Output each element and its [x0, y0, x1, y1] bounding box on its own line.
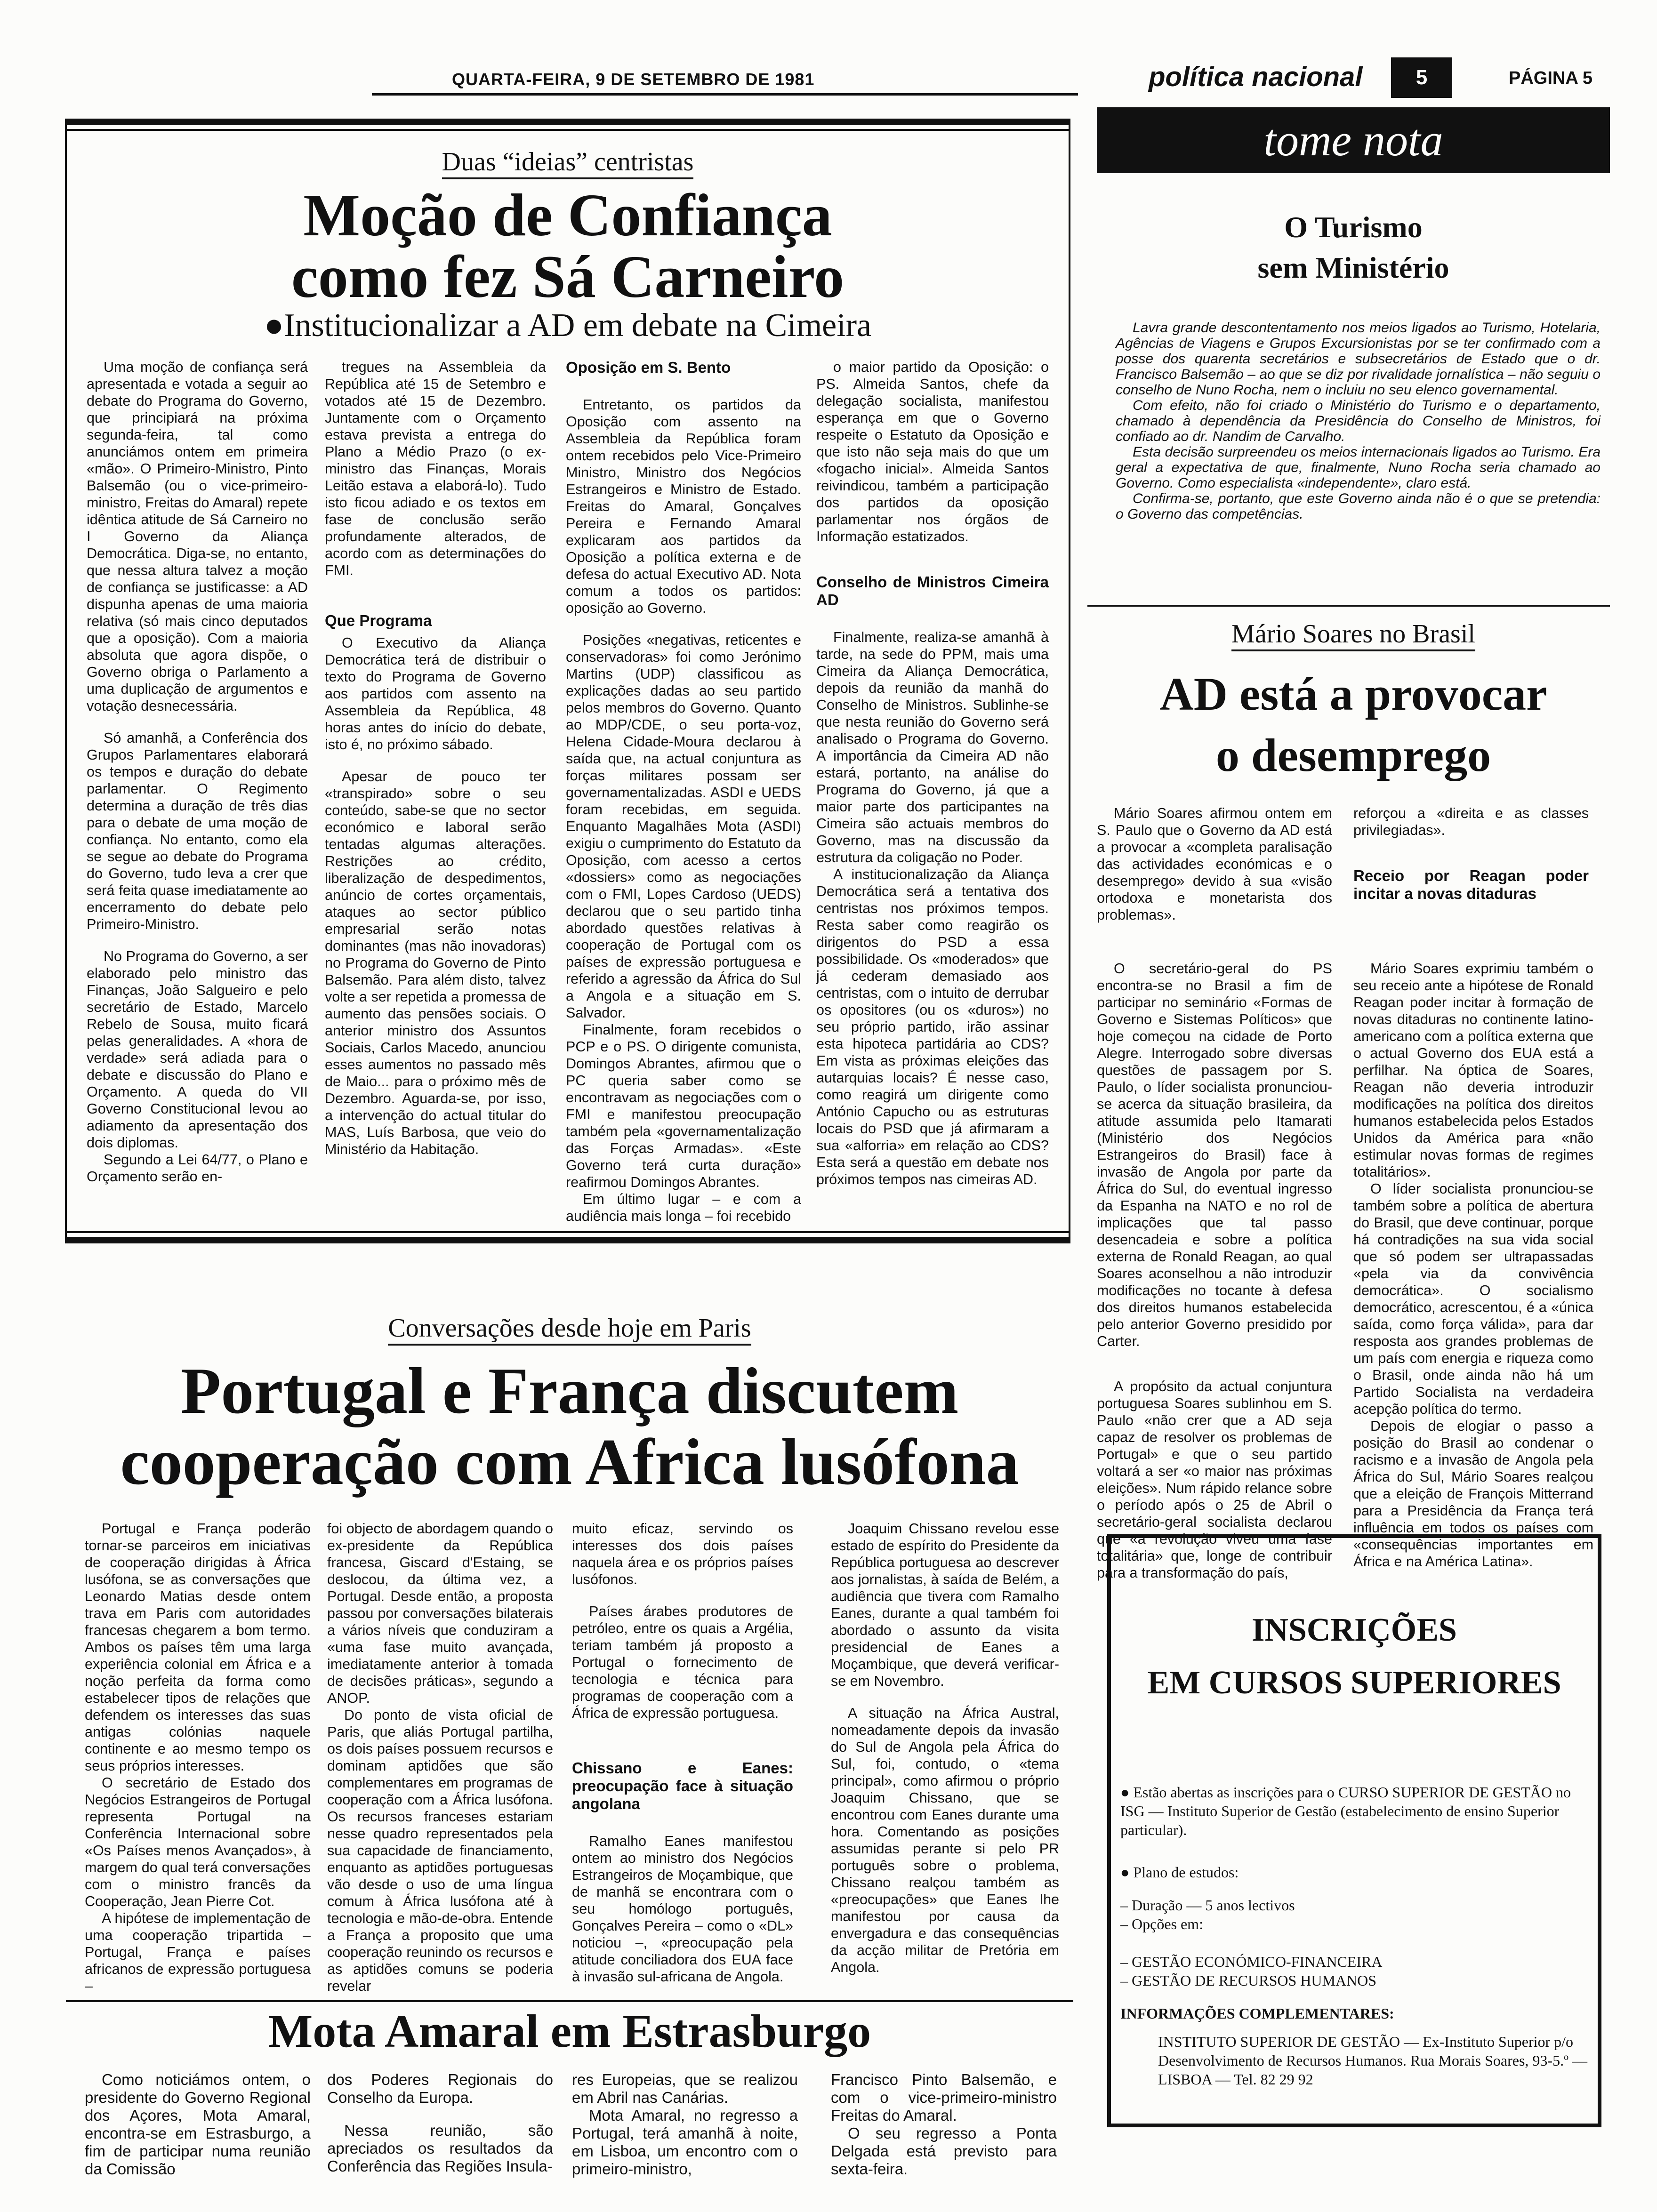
ad-title-line1: INSCRIÇÕES [1252, 1612, 1457, 1648]
article1-col4-p1: o maior partido da Oposição: o PS. Almeida Santos, chefe da delegação socialista, manifestou esperança em que o Governo respeite o Estatuto da Oposição e que isto não seja mais do que um «fogacho inicial». Almeida Santos reivindicou, também a participação dos partidos da oposição parlamentar nos órgãos de Informação estatizados. [816, 359, 1049, 545]
article1-col1-p1: Uma moção de confiança será apresentada e votada a seguir ao debate do Programa do Governo, que principiará na próxima segunda-feira, tal como anunciámos ontem em primeira «mão». O Primeiro-Ministro, Pinto Balsemão (ou o vice-primeiro-ministro, Freitas do Amaral) repete idêntica atitude de Sá Carneiro no I Governo da Aliança Democrática. Diga-se, no entanto, que nessa altura talvez a moção de confiança se justificasse: a AD dispunha apenas de uma maioria relativa (só mais cinco deputados que a oposição). Com a maioria absoluta que agora dispõe, o Governo obriga o Parlamento a uma duplicação de argumentos e votação desnecessária. [87, 359, 308, 714]
article1-col3-heading: Oposição em S. Bento [566, 359, 731, 376]
article2-kicker: Conversações desde hoje em Paris [66, 1313, 1073, 1343]
article1-headline [67, 182, 1069, 310]
tome-nota-title-line2: sem Ministério [1257, 251, 1449, 285]
article3-col2-p2: Nessa reunião, são apreciados os resultados da Conferência das Regiões Insula- [327, 2122, 553, 2175]
tome-nota-body [1116, 320, 1601, 522]
article2-col3-p3: Ramalho Eanes manifestou ontem ao ministro dos Negócios Estrangeiros de Moçambique, que de manhã se encontrara com o seu homólogo português, Gonçalves Pereira – como o «DL» noticiou –, «preocupação pela atitude conciliadora dos EUA face à invasão sul-africana de Angola. [572, 1833, 793, 1985]
section-title: política nacional [1149, 62, 1363, 92]
article2-col4 [831, 1520, 1059, 1976]
soares-lead-right [1353, 805, 1589, 907]
article1-box [65, 119, 1070, 1243]
tome-nota-banner: tome nota [1097, 107, 1610, 173]
header-rule [372, 93, 1078, 96]
ad-plan-label: ● Plano de estudos: [1120, 1864, 1239, 1881]
tome-nota-title-line1: O Turismo [1284, 210, 1423, 244]
tome-nota-p4: Confirma-se, portanto, que este Governo ainda não é o que se pretendia: o Governo das competências. [1116, 491, 1601, 522]
soares-right-heading: Receio por Reagan poder incitar a novas ditaduras [1353, 867, 1589, 902]
ad-intro: ● Estão abertas as inscrições para o CURSO SUPERIOR DE GESTÃO no ISG — Instituto Superior de Gestão (estabelecimento de ensino Superior particular). [1120, 1784, 1571, 1838]
soares-col1-p1: O secretário-geral do PS encontra-se no Brasil a fim de participar no seminário «Formas de Governo e Sistemas Políticos» que hoje começou na cidade de Porto Alegre. Interrogado sobre diversas questões de passagem por S. Paulo, o líder socialista pronunciou-se acerca da situação brasileira, da atitude assumida pelo Itamarati (Ministério dos Negócios Estrangeiros do Brasil) face à invasão de Angola por parte da África do Sul, do eventual ingresso da Espanha na NATO e no rol de implicações que tal passo desencadeia e sobre a política externa de Ronald Reagan, ao qual Soares aconselhou a não introduzir modificações no tocante à defesa dos direitos humanos estabelecida pelo anterior Governo presidido por Carter. [1097, 961, 1332, 1349]
article1-bottom-rule-thin [67, 1231, 1069, 1233]
article2-col1-p2: O secretário de Estado dos Negócios Estrangeiros de Portugal representa Portugal na Conferência Internacional sobre «Os Países menos Avançados», à margem do qual terá conversações com o ministro francês da Cooperação, Jean Pierre Cot. [85, 1775, 311, 1909]
soares-col2-p1: Mário Soares exprimiu também o seu receio ante a hipótese de Ronald Reagan poder incitar à formação de novas ditaduras no continente latino-americano com a política externa que o actual Governo dos EUA está a perfilhar. Na óptica de Soares, Reagan não deveria introduzir modificações na política dos direitos humanos estabelecida pelos Estados Unidos da América para «não estimular novas formas de regimes totalitários». [1353, 961, 1593, 1180]
article3-col2-p1: dos Poderes Regionais do Conselho da Europa. [327, 2071, 553, 2106]
article1-col3-p4: Em último lugar – e com a audiência mais longa – foi recebido [566, 1191, 801, 1224]
article2-headline [66, 1355, 1073, 1498]
ad-duration: – Duração — 5 anos lectivos [1120, 1897, 1295, 1914]
article2-col2-p2: Do ponto de vista oficial de Paris, que aliás Portugal partilha, os dois países possuem recursos e dominam aptidões que são complementares em programas de cooperação com a África lusófona. Os recursos franceses estariam nesse quadro representados pela sua capacidade de financiamento, enquanto as aptidões portuguesas vão desde o uso de uma língua comum à África lusófona até à tecnologia e mão-de-obra. Entende a França a proposito que uma cooperação reunindo os recursos e as aptidões comuns se poderia revelar [327, 1707, 553, 1994]
article1-col3-p2: Posições «negativas, reticentes e conservadoras» foi como Jerónimo Martins (UDP) classificou as explicações dadas ao seu partido pelos membros do Governo. Quanto ao MDP/CDE, o seu porta-voz, Helena Cidade-Moura declarou à saída que, na actual conjuntura as forças militares possam ser governamentalizadas. ASDI e UEDS foram recebidas, em seguida. Enquanto Magalhães Mota (ASDI) exigiu o cumprimento do Estatuto da Oposição, com acesso a certos «dossiers» como as negociações com o FMI, Lopes Cardoso (UEDS) declarou que o seu partido tinha abordado questões relativas à cooperação de Portugal com os países de expressão portuguesa e referido a agressão da África do Sul a Angola e a situação em S. Salvador. [566, 632, 801, 1021]
article2-col1-p1: Portugal e França poderão tornar-se parceiros em iniciativas de cooperação dirigidas à África lusófona, se as conversações que Leonardo Matias desde ontem trava em Paris com autoridades francesas chegarem a bom termo. Ambos os países têm uma larga experiência colonial em África e a noção perfeita da forma como estabelecer tipos de relações que defendem os interesses das suas antigas colónias naquele continente e ao mesmo tempo os seus próprios interesses. [85, 1521, 311, 1774]
article2-headline-line1: Portugal e França discutem [180, 1354, 959, 1427]
article1-col4-p2: Finalmente, realiza-se amanhã à tarde, na sede do PPM, mais uma Cimeira da Aliança Democrática, depois da reunião da manhã do Conselho de Ministros. Sublinhe-se que nesta reunião do Governo será analisado o Programa do Governo. A importância da Cimeira AD não estará, portanto, na análise do Programa do Governo, já que a maior parte dos participantes na Cimeira são actuais membros do Governo, mas na discussão da estrutura da coligação no Poder. [816, 629, 1049, 866]
article2-headline-line2: cooperação com Africa lusófona [120, 1426, 1019, 1499]
soares-col1-p2: A propósito da actual conjuntura portuguesa Soares sublinhou em S. Paulo «não crer que a AD seja capaz de resolver os problemas de Portugal» e que o seu partido voltará a ser «o maior nas próximas eleições». Num rápido relance sobre o período após o 25 de Abril o secretário-geral socialista declarou que «a revolução viveu uma fase totalitária» que, longe de contribuir para a transformação do país, [1097, 1378, 1332, 1581]
article2-col4-p2: A situação na África Austral, nomeadamente depois da invasão do Sul de Angola pela África do Sul, foi, contudo, o «tema principal», como afirmou o próprio Joaquim Chissano, que se encontrou com Eanes durante uma hora. Comentando as posições assumidas perante si pelo PR português sobre o problema, Chissano realçou também as «preocupações» que Eanes lhe manifestou por causa da envergadura e das consequências da acção militar de Pretória em Angola. [831, 1705, 1059, 1975]
tome-nota-title [1097, 207, 1610, 289]
article1-top-rule [67, 119, 1069, 125]
article1-col1 [87, 359, 308, 1185]
soares-lead-right-p: reforçou a «direita e as classes privilegiadas». [1353, 805, 1589, 838]
tome-nota-p1: Lavra grande descontentamento nos meios ligados ao Turismo, Hotelaria, Agências de Viagens e Grupos Excursionistas por se ter confirmado com a posse dos quarenta secretários e subsecretários de Estado que o dr. Francisco Balsemão – ao que se diz por rivalidade jornalística – não seguiu o conselho de Nuno Rocha, nem o incluiu no seu elenco governamental. [1116, 320, 1601, 398]
article3-col4-p2: O seu regresso a Ponta Delgada está previsto para sexta-feira. [831, 2124, 1057, 2178]
tome-nota-p2: Com efeito, não foi criado o Ministério do Turismo e o departamento, chamado à dependência da Presidência do Conselho de Ministros, foi confiado ao dr. Nandim de Carvalho. [1116, 398, 1601, 444]
article2-col3-p1: muito eficaz, servindo os interesses dos dois países naquela área e os próprios países lusófonos. [572, 1521, 793, 1587]
article1-col2 [325, 359, 546, 1158]
soares-col2 [1353, 960, 1593, 1570]
article3-col2 [327, 2071, 553, 2175]
article1-subhead: ●Institucionalizar a AD em debate na Cimeira [264, 307, 872, 344]
article3-headline: Mota Amaral em Estrasburgo [268, 2005, 871, 2057]
article1-top-rule-thin [67, 129, 1069, 131]
article1-bottom-rule [67, 1237, 1069, 1243]
article1-col4-p3: A institucionalização da Aliança Democrática será a tentativa dos centristas nos próximos tempos. Resta saber como reagirão os dirigentos do PSD a essa possibilidade. Os «moderados» que já cederam demasiado aos centristas, com o intuito de derrubar os opositores (ou os «duros») no seu próprio partido, irão assinar esta hipoteca partidária ao CDS? Em vista as próximas eleições das autarquias locais? É nesse caso, como reagirá um dirigente como António Capucho ou as estruturas locais do PSD que já afirmaram a sua «alforria» em relação ao CDS? Esta será a questão em debate nos próximos tempos nas cimeiras AD. [816, 866, 1049, 1187]
soares-col1 [1097, 960, 1332, 1581]
soares-lead-left [1097, 805, 1332, 923]
article1-col2-heading: Que Programa [325, 612, 432, 629]
article3-col4 [831, 2071, 1057, 2178]
ad-title [1111, 1604, 1598, 1709]
article2-col2 [327, 1520, 553, 1995]
article1-col3-p1: Entretanto, os partidos da Oposição com assento na Assembleia da República foram ontem recebidos pelo Vice-Primeiro Ministro, Ministro dos Negócios Estrangeiros e Ministro de Estado. Freitas do Amaral, Gonçalves Pereira e Fernando Amaral explicaram aos partidos da Oposição a política externa e de defesa do actual Executivo AD. Nota comum a todos os partidos: oposição ao Governo. [566, 397, 801, 616]
soares-lead-left-p: Mário Soares afirmou ontem em S. Paulo que o Governo da AD está a provocar a «completa paralisação das actividades económicas e o desemprego» devido à sua «visão ortodoxa e monetarista dos problemas». [1097, 805, 1332, 923]
article1-col1-p2: Só amanhã, a Conferência dos Grupos Parlamentares elaborará os tempos e duração do debate parlamentar. O Regimento determina a duração de três dias para o debate de uma moção de confiança. No entanto, como ela se segue ao debate do Programa do Governo, tudo leva a crer que será feita quase imediatamente ao encerramento do debate pelo Primeiro-Ministro. [87, 730, 308, 932]
tome-nota-divider [1087, 605, 1610, 607]
ad-options-label: – Opções em: [1120, 1915, 1203, 1932]
soares-headline [1097, 664, 1610, 786]
issue-date: QUARTA-FEIRA, 9 DE SETEMBRO DE 1981 [452, 70, 815, 89]
ad-body [1120, 1783, 1591, 2089]
article1-col1-p4: Segundo a Lei 64/77, o Plano e Orçamento serão en- [87, 1152, 308, 1185]
article3-col3-p1: res Europeias, que se realizou em Abril nas Canárias. [572, 2071, 798, 2106]
section-logo: 5 [1391, 57, 1452, 98]
ad-option-1: – GESTÃO ECONÓMICO-FINANCEIRA [1120, 1953, 1383, 1970]
ad-option-2: – GESTÃO DE RECURSOS HUMANOS [1120, 1972, 1377, 1989]
article3-col1-p: Como noticiámos ontem, o presidente do Governo Regional dos Açores, Mota Amaral, encontra-se em Estrasburgo, a fim de participar numa reunião da Comissão [85, 2071, 311, 2178]
article2-col1-p3: A hipótese de implementação de uma cooperação tripartida – Portugal, França e países africanos de expressão portuguesa – [85, 1910, 311, 1994]
article3-col1 [85, 2071, 311, 2178]
article2-col3-p2: Países árabes produtores de petróleo, entre os quais a Argélia, teriam também já proposto a Portugal o fornecimento de tecnologia e técnica para programas de cooperação com a África de expressão portuguesa. [572, 1603, 793, 1721]
soares-headline-line1: AD está a provocar [1159, 668, 1547, 720]
ad-contact: INSTITUTO SUPERIOR DE GESTÃO — Ex-Instituto Superior p/o Desenvolvimento de Recursos Humanos. Rua Morais Soares, 93-5.º — LISBOA — Tel. 82 29 92 [1158, 2033, 1587, 2088]
soares-headline-line2: o desemprego [1215, 729, 1491, 781]
article1-kicker: Duas “ideias” centristas [67, 147, 1069, 177]
ad-inscricoes-box [1107, 1534, 1601, 2127]
article1-col3 [566, 359, 801, 1225]
article1-headline-line1: Moção de Confiança [303, 182, 832, 248]
tome-nota-p3: Esta decisão surpreendeu os meios internacionais ligados ao Turismo. Era geral a expectativa de que, finalmente, Nuno Rocha seria chamado ao Governo. Como especialista «independente», claro está. [1116, 444, 1601, 491]
article3-col3-p2: Mota Amaral, no regresso a Portugal, terá amanhã à noite, em Lisboa, um encontro com o primeiro-ministro, [572, 2107, 798, 2178]
article3-col4-p1: Francisco Pinto Balsemão, e com o vice-primeiro-ministro Freitas do Amaral. [831, 2071, 1057, 2124]
article2-col4-p1: Joaquim Chissano revelou esse estado de espírito do Presidente da República portuguesa ao descrever aos jornalistas, à saída de Belém, a audiência que tivera com Ramalho Eanes, durante a qual também foi abordado o assunto da visita presidencial de Eanes a Moçambique, que deverá verificar-se em Novembro. [831, 1521, 1059, 1689]
soares-kicker: Mário Soares no Brasil [1097, 619, 1610, 649]
article1-col1-p3: No Programa do Governo, a ser elaborado pelo ministro das Finanças, João Salgueiro e pelo secretário de Estado, Marcelo Rebelo de Sousa, muito ficará pelas generalidades. A «hora de verdade» será adiada para o debate e discussão do Plano e Orçamento. A queda do VII Governo Constitucional levou ao adiamento da apresentação dos dois diplomas. [87, 948, 308, 1151]
article3-top-rule [66, 2000, 1073, 2002]
article1-col4 [816, 359, 1049, 1188]
article2-col3-heading: Chissano e Eanes: preocupação face à situação angolana [572, 1759, 793, 1812]
soares-col2-p3: Depois de elogiar o passo a posição do Brasil ao condenar o racismo e a invasão de Angola pela África do Sul, Mário Soares realçou que a eleição de François Mitterrand para a Presidência da França terá influência em todos os países com «consequências importantes em África e na América Latina». [1353, 1418, 1593, 1570]
article1-col3-p3: Finalmente, foram recebidos o PCP e o PS. O dirigente comunista, Domingos Abrantes, afirmou que o PC queria saber como se encontravam as negociações com o FMI e manifestou preocupação também pela «governamentalização das Forças Armadas». «Este Governo terá curta duração» reafirmou Domingos Abrantes. [566, 1022, 801, 1190]
article2-col1 [85, 1520, 311, 1995]
article2-col3 [572, 1520, 793, 1985]
ad-title-line2: EM CURSOS SUPERIORES [1147, 1665, 1561, 1701]
soares-col2-p2: O líder socialista pronunciou-se também sobre a política de abertura do Brasil, que deve continuar, porque há contradições na sua vida social que só podem ser ultrapassadas «pela via da convivência democrática». O socialismo democrático, acrescentou, é a «única saída, como força válida», para dar resposta aos grandes problemas de um país com energia e riqueza como o Brasil, onde ainda não há um Partido Socialista na verdadeira acepção política do termo. [1353, 1181, 1593, 1417]
article3-col3 [572, 2071, 798, 2178]
ad-info-label: INFORMAÇÕES COMPLEMENTARES: [1120, 2005, 1394, 2022]
article1-col2-p1: tregues na Assembleia da República até 15 de Setembro e votados até 15 de Dezembro. Juntamente com o Orçamento estava prevista a entrega do Plano a Médio Prazo (o ex-ministro das Finanças, Morais Leitão estava a elaborá-lo). Tudo isto ficou adiado e os textos em fase de conclusão serão profundamente alterados, de acordo com as determinações do FMI. [325, 359, 546, 578]
article1-headline-line2: como fez Sá Carneiro [291, 243, 845, 310]
article1-col4-heading: Conselho de Ministros Cimeira AD [816, 573, 1049, 609]
article1-col2-p2: O Executivo da Aliança Democrática terá de distribuir o texto do Programa de Governo aos partidos com assento na Assembleia da República, 48 horas antes do início do debate, isto é, no próximo sábado. [325, 635, 546, 753]
article2-col2-p1: foi objecto de abordagem quando o ex-presidente da República francesa, Giscard d'Estaing, se deslocou, da última vez, a Portugal. Desde então, a proposta passou por conversações bilaterais a vários níveis que conduziram a «uma fase muito avançada, imediatamente anterior à tomada de decisões práticas», segundo a ANOP. [327, 1521, 553, 1706]
article1-col2-p3: Apesar de pouco ter «transpirado» sobre o seu conteúdo, sabe-se que no sector económico e laboral serão tentadas algumas alterações. Restrições ao crédito, liberalização de despedimentos, anúncio de cortes orçamentais, ataques ao sector público empresarial serão notas dominantes (mas não inovadoras) no Programa do Governo de Pinto Balsemão. Para além disto, talvez volte a ser repetida a promessa de aumento das pensões sociais. O anterior ministro dos Assuntos Sociais, Carlos Macedo, anunciou esses aumentos no passado mês de Maio... para o próximo mês de Dezembro. Aguarda-se, por isso, a intervenção do actual titular do MAS, Luís Barbosa, que veio do Ministério da Habitação. [325, 769, 546, 1157]
page-number: PÁGINA 5 [1509, 68, 1593, 88]
